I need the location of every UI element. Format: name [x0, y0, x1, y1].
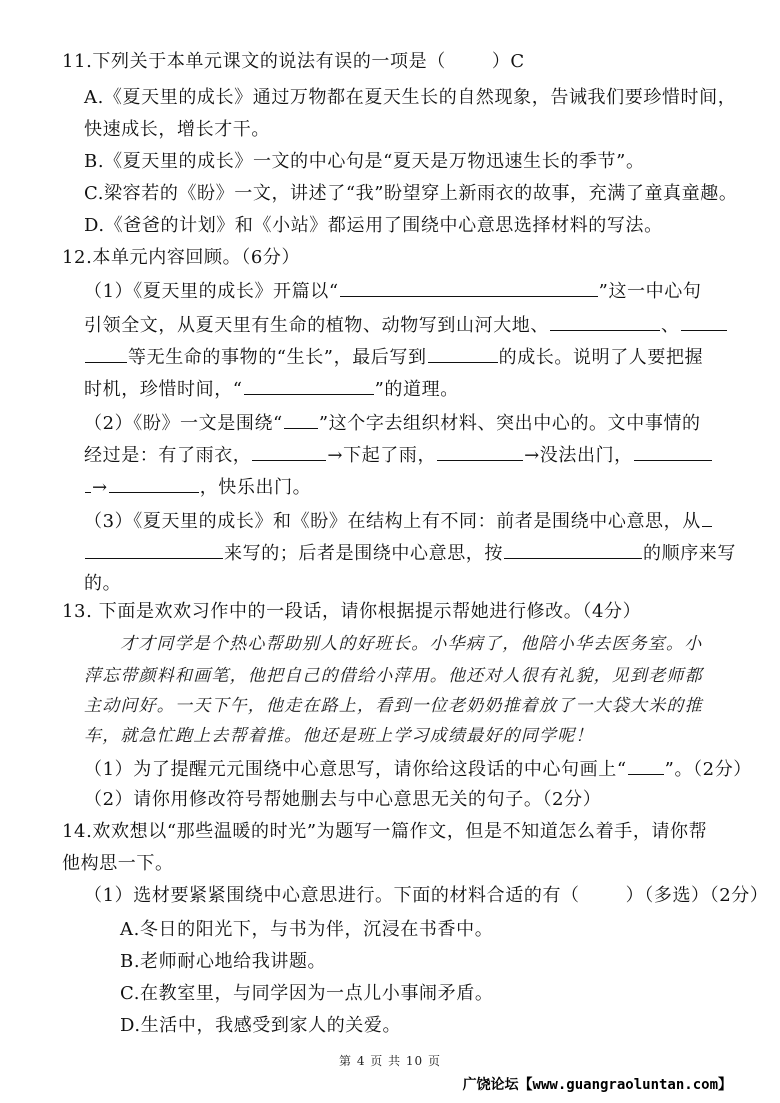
q11-stem	[62, 50, 525, 74]
q13-passage-line3: 主动问好。一天下午，他走在路上，看到一位老奶奶推着放了一大袋大米的推	[84, 696, 703, 716]
q14-option-d: D.生活中，我感受到家人的关爱。	[120, 1015, 402, 1036]
q14-option-a: A.冬日的阳光下，与书为伴，沉浸在书香中。	[120, 919, 494, 940]
q12-p2-text-b: ”这个字去组织材料、突出中心的。文中事情的	[318, 413, 701, 434]
q14-sub1	[84, 884, 769, 908]
q12-blank-lifeless-2a[interactable]	[681, 312, 727, 331]
q12-stem: 12.本单元内容回顾。（6分）	[62, 247, 301, 268]
q12-blank-principle[interactable]	[244, 376, 374, 395]
q12-p1-text-c: 引领全文，从夏天里有生命的植物、动物写到山河大地、	[84, 315, 549, 336]
watermark: 广饶论坛【www.guangraoluntan.com】	[462, 1077, 732, 1093]
q12-p2-text-e: →没法出门，	[524, 445, 633, 466]
page-number: 第 4 页 共 10 页	[339, 1054, 441, 1068]
q13-passage-line1: 才才同学是个热心帮助别人的好班长。小华病了，他陪小华去医务室。小	[120, 634, 703, 654]
q14-stem-line2: 他构思一下。	[62, 853, 174, 874]
q12-p1-text-b: ”这一中心句	[598, 281, 702, 302]
q12-blank-central-sentence[interactable]	[340, 278, 598, 297]
q12-p1-line4	[84, 376, 459, 402]
q12-p3-line1	[84, 508, 713, 534]
q11-option-a-cont: 快速成长，增长才干。	[84, 119, 270, 140]
q12-blank-lifeless-1[interactable]	[550, 312, 660, 331]
q12-p3-text-c: 的顺序来写	[643, 543, 736, 564]
q13-sub2: （2）请你用修改符号帮她删去与中心意思无关的句子。（2分）	[84, 789, 602, 810]
q12-blank-final-growth[interactable]	[428, 344, 498, 363]
q12-p3-text-a: （3）《夏天里的成长》和《盼》在结构上有不同：前者是围绕中心意思，从	[84, 511, 701, 532]
q12-blank-step-3b[interactable]	[85, 474, 91, 493]
q11-option-d: D.《爸爸的计划》和《小站》都运用了围绕中心意思选择材料的写法。	[84, 215, 663, 236]
q12-p2-line1	[84, 410, 701, 436]
q12-p1-text-h: ”的道理。	[374, 379, 459, 400]
q12-p1-text-e: 等无生命的事物的“生长”，最后写到	[128, 347, 427, 368]
q14-sub1-text-a: （1）选材要紧紧围绕中心意思进行。下面的材料合适的有（	[84, 885, 580, 906]
q11-answer: ）C	[491, 51, 525, 72]
q13-sub1-text-a: （1）为了提醒元元围绕中心意思写，请你给这段话的中心句画上“	[84, 759, 627, 780]
q12-p3-line2	[84, 540, 736, 566]
q12-blank-structure-1b[interactable]	[85, 540, 223, 559]
q12-blank-step-1[interactable]	[252, 442, 326, 461]
q12-blank-step-3a[interactable]	[634, 442, 712, 461]
q12-p1-text-g: 时机，珍惜时间，“	[84, 379, 243, 400]
q12-p3-text-b: 来写的；后者是围绕中心意思，按	[224, 543, 503, 564]
q13-sub1	[84, 756, 752, 782]
q13-sub1-text-b: ”。（2分）	[664, 759, 752, 780]
q13-blank-line-mark[interactable]	[628, 756, 664, 775]
q12-blank-structure-2[interactable]	[504, 540, 642, 559]
q12-p2-text-f: →	[92, 477, 108, 498]
q13-stem: 13. 下面是欢欢习作中的一段话，请你根据提示帮她进行修改。（4分）	[62, 601, 642, 622]
q14-option-b: B.老师耐心地给我讲题。	[120, 951, 327, 972]
q12-p2-text-a: （2）《盼》一文是围绕“	[84, 413, 283, 434]
q11-stem-text: 11.下列关于本单元课文的说法有误的一项是（	[62, 51, 446, 72]
q12-p3-line3: 的。	[84, 573, 122, 594]
q14-sub1-text-b: ）（多选）（2分）	[625, 885, 769, 906]
q13-passage-line4: 车，就急忙跑上去帮着推。他还是班上学习成绩最好的同学呢！	[84, 726, 594, 746]
q12-p2-text-c: 经过是：有了雨衣，	[84, 445, 252, 466]
q12-p2-line3	[84, 474, 311, 500]
q11-option-c: C.梁容若的《盼》一文，讲述了“我”盼望穿上新雨衣的故事，充满了童真童趣。	[84, 183, 738, 204]
q12-p1-text-d: 、	[661, 315, 680, 336]
q11-option-a: A.《夏天里的成长》通过万物都在夏天生长的自然现象，告诫我们要珍惜时间，	[84, 87, 737, 108]
q12-blank-step-2[interactable]	[437, 442, 523, 461]
q12-blank-key-word[interactable]	[284, 410, 318, 429]
q14-option-c: C.在教室里，与同学因为一点儿小事闹矛盾。	[120, 983, 494, 1004]
q12-p2-text-g: ，快乐出门。	[199, 477, 312, 498]
q12-p1-text-a: （1）《夏天里的成长》开篇以“	[84, 281, 339, 302]
q12-p2-line2	[84, 442, 713, 468]
q14-stem-line1: 14.欢欢想以“那些温暖的时光”为题写一篇作文，但是不知道怎么着手，请你帮	[62, 821, 708, 842]
q12-p1-line3	[84, 344, 703, 370]
q12-p1-line1	[84, 278, 701, 304]
q12-p2-text-d: →下起了雨，	[327, 445, 437, 466]
q12-blank-step-4[interactable]	[109, 474, 199, 493]
q12-blank-lifeless-2b[interactable]	[85, 344, 127, 363]
q12-blank-structure-1a[interactable]	[702, 508, 712, 527]
q12-p1-text-f: 的成长。说明了人要把握	[498, 347, 704, 368]
q11-option-b: B.《夏天里的成长》一文的中心句是“夏天是万物迅速生长的季节”。	[84, 151, 645, 172]
q13-passage-line2: 萍忘带颜料和画笔，他把自己的借给小萍用。他还对人很有礼貌，见到老师都	[84, 666, 703, 686]
q12-p1-line2	[84, 312, 728, 338]
